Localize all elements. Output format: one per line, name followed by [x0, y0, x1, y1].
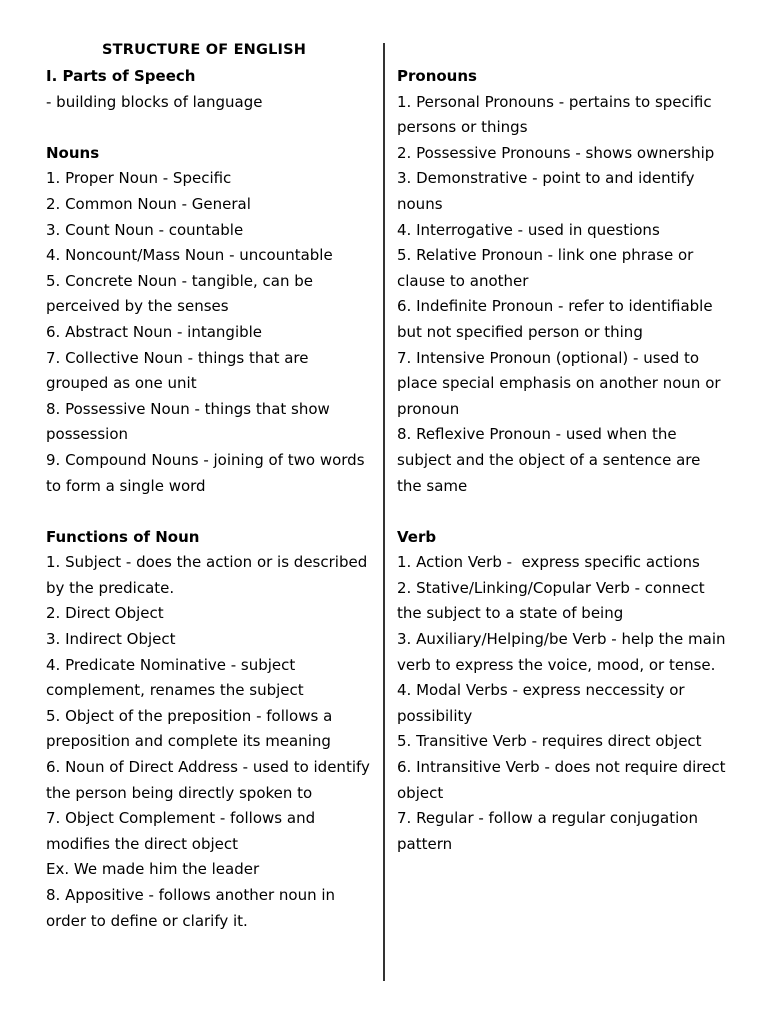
- list-item: 5. Concrete Noun - tangible, can be perceived by the senses: [46, 271, 313, 316]
- list-item: 6. Indefinite Pronoun - refer to identifiable but not specified person or thing: [397, 297, 713, 341]
- pronouns-list: [397, 90, 727, 500]
- list-item: 7. Collective Noun - things that are grouped as one unit: [46, 348, 309, 393]
- list-item: 6. Intransitive Verb - does not require direct object: [397, 758, 726, 802]
- spacer: [46, 115, 370, 141]
- list-item: 4. Noncount/Mass Noun - uncountable: [46, 246, 333, 265]
- list-item: 8. Reflexive Pronoun - used when the subject and the object of a sentence are the same: [397, 425, 701, 495]
- list-item: 8. Possessive Noun - things that show possession: [46, 399, 330, 444]
- list-item: 6. Noun of Direct Address - used to identify the person being directly spoken to: [46, 758, 370, 802]
- list-item: 2. Common Noun - General: [46, 194, 251, 213]
- list-item: 1. Proper Noun - Specific: [46, 169, 232, 188]
- verb-heading: Verb: [397, 527, 437, 546]
- list-item: 5. Object of the preposition - follows a preposition and complete its meaning: [46, 706, 333, 751]
- list-item: 4. Interrogative - used in questions: [397, 220, 660, 239]
- list-item: 6. Abstract Noun - intangible: [46, 322, 263, 341]
- list-item: 4. Modal Verbs - express neccessity or possibility: [397, 681, 685, 725]
- list-item: 3. Demonstrative - point to and identify nouns: [397, 169, 695, 213]
- left-column: [46, 38, 370, 934]
- example-line: Ex. We made him the leader: [46, 860, 260, 879]
- list-item: 8. Appositive - follows another noun in order to define or clarify it.: [46, 886, 336, 930]
- list-item: 2. Possessive Pronouns - shows ownership: [397, 143, 715, 162]
- pronouns-heading: Pronouns: [397, 67, 477, 85]
- list-item: 3. Count Noun - countable: [46, 220, 244, 239]
- spacer: [397, 38, 727, 64]
- list-item: 7. Object Complement - follows and modifies the direct object: [46, 809, 316, 853]
- spacer: [397, 499, 727, 525]
- list-item: 3. Auxiliary/Helping/be Verb - help the main verb to express the voice, mood, or tense.: [397, 630, 726, 674]
- list-item: 9. Compound Nouns - joining of two words to form a single word: [46, 450, 365, 495]
- nouns-heading: Nouns: [46, 143, 100, 162]
- list-item: 1. Action Verb - express specific actions: [397, 553, 700, 572]
- list-item: 7. Intensive Pronoun (optional) - used to place special emphasis on another noun or pronoun: [397, 348, 721, 418]
- list-item: 1. Personal Pronouns - pertains to specific persons or things: [397, 92, 712, 137]
- nouns-list: [46, 166, 370, 499]
- list-item: 2. Stative/Linking/Copular Verb - connect the subject to a state of being: [397, 578, 705, 623]
- column-divider: [383, 43, 385, 981]
- list-item: 2. Direct Object: [46, 604, 164, 623]
- list-item: 5. Relative Pronoun - link one phrase or clause to another: [397, 246, 694, 290]
- right-column: [397, 38, 727, 857]
- list-item: 3. Indirect Object: [46, 630, 176, 649]
- list-item: 4. Predicate Nominative - subject complement, renames the subject: [46, 655, 304, 700]
- parts-of-speech-heading: I. Parts of Speech: [46, 67, 196, 85]
- parts-of-speech-description: - building blocks of language: [46, 92, 263, 111]
- verb-list: [397, 550, 727, 857]
- list-item: 5. Transitive Verb - requires direct object: [397, 732, 702, 751]
- list-item: 1. Subject - does the action or is described by the predicate.: [46, 553, 368, 597]
- list-item: 7. Regular - follow a regular conjugation pattern: [397, 809, 698, 853]
- functions-list: [46, 550, 370, 934]
- document-title: STRUCTURE OF ENGLISH: [102, 42, 307, 58]
- functions-of-noun-heading: Functions of Noun: [46, 527, 200, 546]
- spacer: [46, 499, 370, 525]
